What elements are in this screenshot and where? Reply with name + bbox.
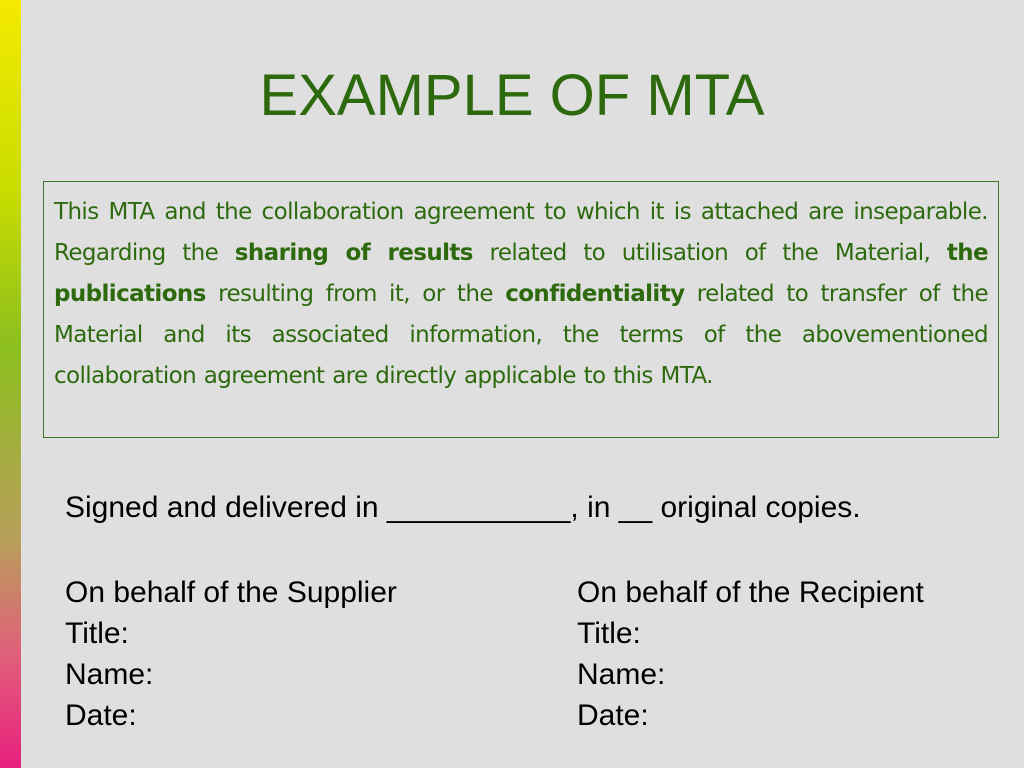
paragraph-text-2: related to utilisation of the Material, — [472, 240, 947, 266]
agreement-paragraph — [54, 192, 988, 397]
paragraph-text-1: This MTA and the collaboration agreement to which it is attached are inseparable. Regarding the — [54, 199, 988, 266]
supplier-signature-block — [65, 572, 397, 736]
supplier-heading: On behalf of the Supplier — [65, 576, 397, 609]
page-title: EXAMPLE OF MTA — [259, 63, 765, 128]
recipient-heading: On behalf of the Recipient — [577, 576, 924, 609]
supplier-name-label: Name: — [65, 658, 154, 691]
recipient-title-label: Title: — [577, 617, 641, 650]
bold-confidentiality: confidentiality — [505, 281, 685, 307]
agreement-text-box — [43, 181, 999, 438]
recipient-signature-block — [577, 572, 924, 736]
paragraph-text-4: related to transfer of the Material and its associated information, the terms of the abovementioned collaboration agreement are directly applicable to this MTA. — [54, 281, 989, 389]
bold-the-publications: the publications — [54, 240, 988, 307]
supplier-title-label: Title: — [65, 617, 129, 650]
bold-sharing-of-results: sharing of results — [234, 240, 473, 266]
signed-delivered-line: Signed and delivered in ___________, in __ original copies. — [65, 491, 861, 524]
paragraph-text-3: resulting from it, or the — [205, 281, 506, 307]
recipient-date-label: Date: — [577, 699, 649, 732]
recipient-name-label: Name: — [577, 658, 666, 691]
supplier-date-label: Date: — [65, 699, 137, 732]
